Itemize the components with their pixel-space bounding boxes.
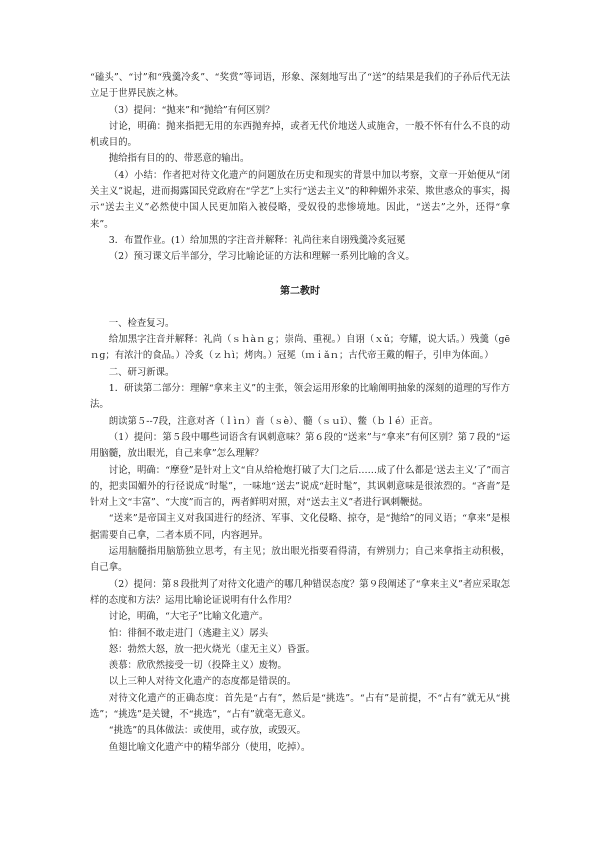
paragraph: 3．布置作业。(1）给加黑的字注音并解释：礼尚往来自诩残羹冷炙冠冕: [108, 234, 406, 246]
paragraph: 抛给指有目的的、带恶意的输出。: [108, 153, 250, 165]
paragraph: 二、研习新课。: [108, 366, 175, 378]
paragraph: 对待文化遗产的正确态度：首先是“占有”，然后是“挑选”。“占有”是前提，不“占有”就无从“挑选”；“挑选”是关键，不“挑选”，“占有”就毫无意义。: [90, 692, 510, 720]
paragraph: “挑选”的具体做法：或使用，或存放，或毁灭。: [108, 725, 306, 737]
paragraph: “磕头”、“讨”和“残羹冷炙”、“奖赏”等词语，形象、深刻地写出了“送”的结果是我们的子孙后代无法立足于世界民族之林。: [90, 72, 510, 100]
paragraph: （2）预习课文后半部分，学习比喻论证的方法和理解一系列比喻的含义。: [108, 251, 415, 263]
paragraph: 怒：勃然大怒，放一把火烧光（虚无主义）昏蛋。: [108, 643, 316, 655]
section-one: [90, 70, 510, 266]
paragraph: 鱼翅比喻文化遗产中的精华部分（使用，吃掉）。: [108, 741, 311, 753]
paragraph: 给加黑字注音并解释：礼尚（ｓｈàｎｇ；崇尚、重视。）自诩（ｘǔ；夸耀，说大话。）残羹（ɡēｎɡ；有浓汁的食品。）冷炙（ｚｈì；烤肉。）冠冕（ｍｉǎｎ；古代帝王戴的帽子，引申为体面。）: [90, 334, 510, 362]
paragraph: （2）提问：第８段批判了对待文化遗产的哪几种错误态度？第９段阐述了“拿来主义”者应采取怎样的态度和方法？运用比喻论证说明有什么作用？: [90, 578, 510, 606]
paragraph: 朗读第５--7段，注意对吝（ｌìｎ）啬（ｓè）、髓（ｓｕǐ）、鳖（ｂｌé）正音。: [108, 415, 439, 427]
paragraph: 讨论，明确：“摩登”是针对上文“自从给枪炮打破了大门之后……成了什么都是‘送去主义’了”而言的，把卖国媚外的行径说成“时髦”，一味地“送去”说成“赶时髦”，其讽刺意味是很浓烈的。“吝啬”是针对上文“丰富”、“大度”而言的，两者鲜明对照，对“送去主义”者进行讽刺鞭挞。: [90, 464, 510, 509]
paragraph: 怕：徘徊不敢走进门（逃避主义）孱头: [108, 627, 269, 639]
paragraph: “送来”是帝国主义对我国进行的经济、军事、文化侵略、掠夺，是“抛给”的同义语；“拿来”是根据需要自己拿，二者本质不同，内容迥异。: [90, 513, 510, 541]
paragraph: 1．研读第二部分：理解“拿来主义”的主张，领会运用形象的比喻阐明抽象的深刻的道理的写作方法。: [90, 383, 510, 411]
section-two: [90, 316, 510, 756]
document-page: [90, 70, 510, 756]
paragraph: 羡慕：欣欣然接受一切（投降主义）废物。: [108, 660, 287, 672]
paragraph: （1）提问：第５段中哪些词语含有讽刺意味？第６段的“送来”与“拿来”有何区别？第７段的“运用脑髓，放出眼光，自己来拿”怎么理解？: [90, 431, 510, 460]
paragraph: 运用脑髓指用脑筋独立思考，有主见；放出眼光指要看得清，有辨别力；自己来拿指主动积极，自己拿。: [90, 546, 510, 574]
paragraph: 一、检查复习。: [108, 317, 175, 329]
paragraph: （4）小结：作者把对待文化遗产的问题放在历史和现实的背景中加以考察，文章一开始便从“闭关主义”说起，进而揭露国民党政府在“学艺”上实行“送去主义”的种种媚外求荣、欺世惑众的事实，揭示“送去主义”必然使中国人民更加陷入被侵略，受奴役的悲惨境地。因此，“送去”之外，还得“拿来”。: [90, 169, 510, 230]
section-heading: 第二教时: [280, 285, 320, 297]
paragraph: 以上三种人对待文化遗产的态度都是错误的。: [108, 676, 297, 688]
paragraph: 讨论，明确：抛来指把无用的东西抛弃掉，或者无代价地送人或施舍，一般不怀有什么不良的动机或目的。: [90, 120, 510, 149]
paragraph: 讨论，明确，“大宅子”比喻文化遗产。: [108, 611, 269, 623]
paragraph: （3）提问：“抛来”和“抛给”有何区别？: [108, 104, 275, 116]
